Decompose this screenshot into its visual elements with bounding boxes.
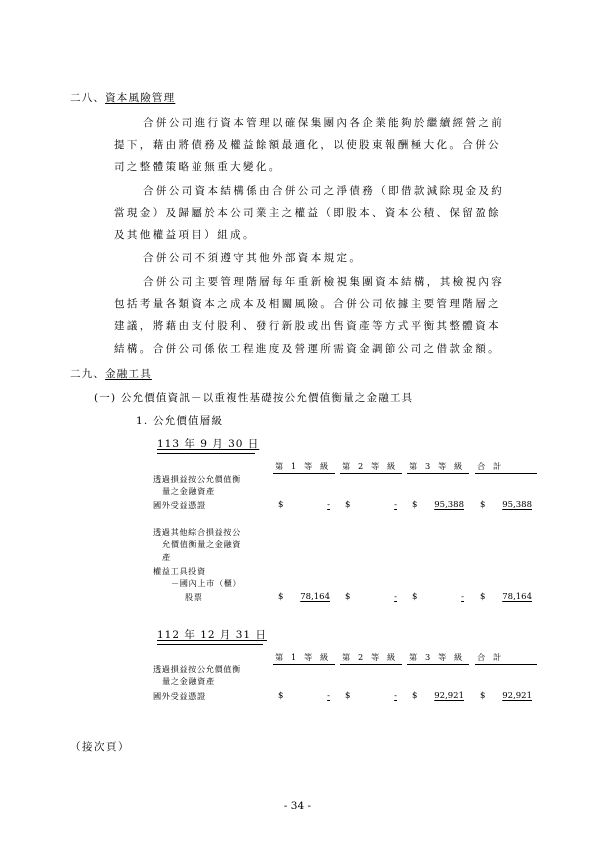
row-sub-label: 權益工具投資	[153, 566, 206, 576]
paragraph-line: 包括考量各類資本之成本及相關風險。合併公司依據主要管理階層之	[114, 298, 501, 310]
header-level-1: 第 1 等 級	[275, 461, 331, 471]
header-level-3: 第 3 等 級	[409, 652, 465, 662]
row-group-label: 透過損益按公允價值衡	[153, 664, 241, 674]
value-cell: -	[394, 691, 397, 701]
section-29-number: 二九、	[70, 368, 106, 380]
section-29-heading	[70, 366, 152, 381]
currency-sign: $	[345, 691, 351, 701]
value-cell: -	[394, 500, 397, 510]
currency-sign: $	[278, 592, 284, 602]
paragraph-line: 提下，藉由將債務及權益餘額最適化，以使股東報酬極大化。合併公	[114, 139, 501, 151]
header-rule	[475, 473, 537, 474]
continued-note: （接次頁）	[70, 741, 130, 753]
date-rule	[157, 644, 263, 645]
currency-sign: $	[412, 500, 418, 510]
header-rule	[273, 664, 335, 665]
row-label: 國外受益憑證	[153, 691, 206, 701]
section-28-number: 二八、	[70, 92, 106, 104]
currency-sign: $	[345, 500, 351, 510]
header-level-1: 第 1 等 級	[275, 652, 331, 662]
section-28-heading	[70, 90, 175, 105]
header-total: 合 計	[477, 461, 504, 471]
currency-sign: $	[278, 691, 284, 701]
currency-sign: $	[480, 691, 486, 701]
value-cell: -	[461, 592, 464, 602]
value-cell: 78,164	[502, 592, 532, 602]
value-cell: 92,921	[502, 691, 532, 701]
paragraph-line: 結構。合併公司係依工程進度及營運所需資金調節公司之借款金額。	[114, 343, 501, 355]
paragraph-line: 合併公司主要管理階層每年重新檢視集團資本結構，其檢視內容	[143, 276, 505, 288]
page-number: - 34 -	[283, 800, 312, 812]
table-2-date: 112 年 12 月 31 日	[157, 629, 267, 641]
header-rule	[340, 473, 402, 474]
value-cell: 95,388	[502, 500, 532, 510]
header-total: 合 計	[477, 652, 504, 662]
header-rule	[407, 473, 469, 474]
section-28-title: 資本風險管理	[105, 92, 176, 104]
currency-sign: $	[480, 592, 486, 602]
section-29-title: 金融工具	[105, 368, 152, 380]
header-rule	[273, 473, 335, 474]
header-level-2: 第 2 等 級	[342, 652, 398, 662]
value-cell: -	[394, 592, 397, 602]
header-level-2: 第 2 等 級	[342, 461, 398, 471]
value-cell: -	[327, 691, 330, 701]
row-sub-label: －國內上市（櫃）	[171, 578, 242, 588]
date-rule	[157, 453, 255, 454]
value-cell: 95,388	[434, 500, 464, 510]
row-group-label: 允價值衡量之金融資	[162, 539, 242, 549]
paragraph-line: 合併公司不須遵守其他外部資本規定。	[143, 252, 363, 264]
row-label: 國外受益憑證	[153, 500, 206, 510]
item-heading: 1. 公允價值層級	[136, 415, 224, 427]
currency-sign: $	[480, 500, 486, 510]
header-level-3: 第 3 等 級	[409, 461, 465, 471]
header-rule	[407, 664, 469, 665]
subsection-heading: (一) 公允價值資訊－以重複性基礎按公允價值衡量之金融工具	[94, 392, 414, 404]
row-group-label: 量之金融資產	[162, 486, 215, 496]
row-label: 股票	[185, 592, 203, 602]
table-1-date: 113 年 9 月 30 日	[157, 438, 260, 450]
currency-sign: $	[278, 500, 284, 510]
paragraph-line: 及其他權益項目）組成。	[114, 229, 256, 241]
paragraph-line: 合併公司資本結構係由合併公司之淨債務（即借款減除現金及約	[143, 185, 505, 197]
paragraph-line: 司之整體策略並無重大變化。	[114, 161, 282, 173]
header-rule	[340, 664, 402, 665]
row-group-label: 透過其他綜合損益按公	[153, 527, 241, 537]
paragraph-line: 建議，將藉由支付股利、發行新股或出售資產等方式平衡其整體資本	[114, 320, 501, 332]
value-cell: 78,164	[300, 592, 330, 602]
header-rule	[475, 664, 537, 665]
paragraph-line: 合併公司進行資本管理以確保集團內各企業能夠於繼續經營之前	[143, 117, 505, 129]
row-group-label: 透過損益按公允價值衡	[153, 474, 241, 484]
currency-sign: $	[412, 691, 418, 701]
value-cell: 92,921	[434, 691, 464, 701]
row-group-label: 產	[162, 552, 171, 562]
currency-sign: $	[412, 592, 418, 602]
paragraph-line: 當現金）及歸屬於本公司業主之權益（即股本、資本公積、保留盈餘	[114, 207, 501, 219]
row-group-label: 量之金融資產	[162, 676, 215, 686]
value-cell: -	[327, 500, 330, 510]
currency-sign: $	[345, 592, 351, 602]
